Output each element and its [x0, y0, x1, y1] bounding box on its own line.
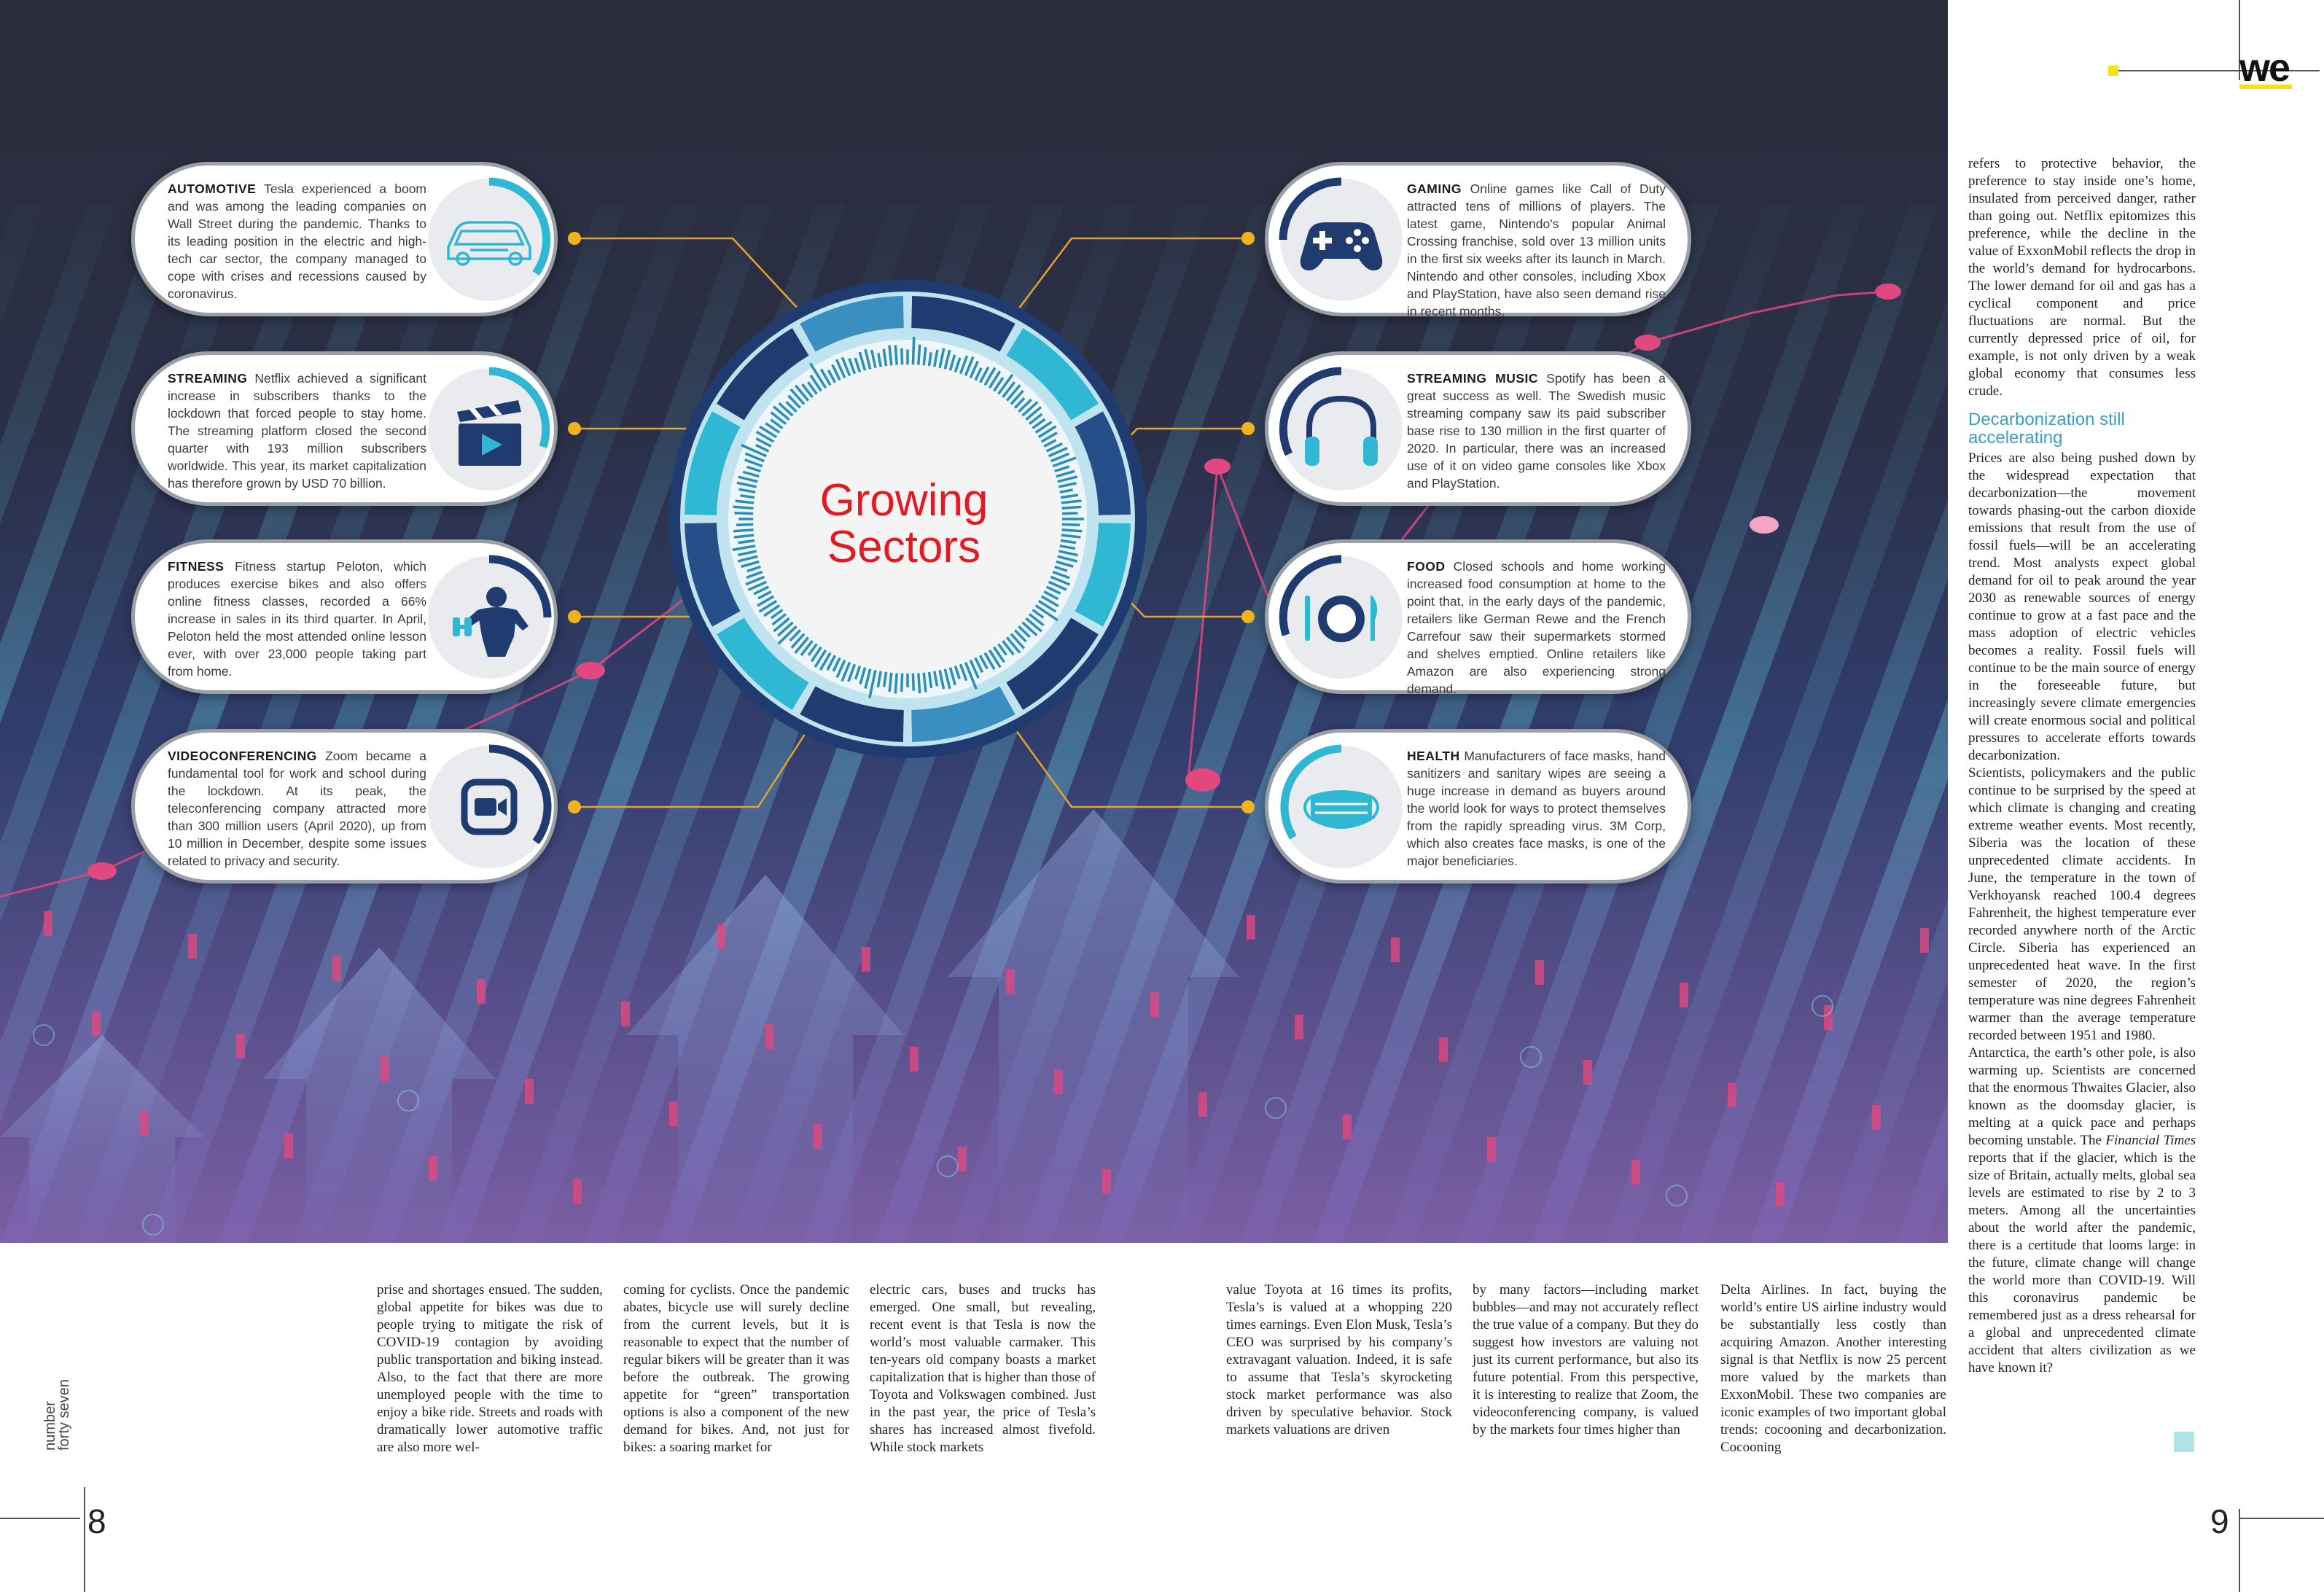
sector-description: Netflix achieved a significant increase in subscribers thanks to the lockdown that forced people to stay home. The streaming platform closed the second quarter with 193 million subscribers worldwide. This year, its market capitalization has therefore grown by USD 70 billion.: [168, 371, 426, 491]
issue-label: number: [42, 1401, 58, 1451]
center-title: [795, 477, 1013, 571]
article-column-2: coming for cyclists. Once the pandemic abates, bicycle use will surely decline from the current levels, but it is reasonable to expect that the number of regular bikers will be greater than it was before the outbreak. The growing appetite for “green” transportation options is also a component of the new demand for bikes. And, not just for bikes: a soaring market for: [623, 1282, 849, 1455]
bodybuilder-icon: [426, 555, 552, 680]
car-icon: [426, 177, 552, 303]
issue-number: [44, 1379, 71, 1451]
sidebar-paragraph-3b: reports that if the glacier, which is the size of Britain, actually melts, global sea levels are estimated to rise by 2 to 3 meters. Among all the uncertainties about the world after the pandemic, there is a certitude that looms large: in the future, climate change will change the world more than COVID-19. Will this coronavirus pandemic be remembered just as a dress rehearsal for a global and unprecedented climate accident that alters civilization as we have known it?: [1968, 1150, 2196, 1376]
sector-text-food: [1407, 558, 1666, 698]
sector-text-streaming-music: [1407, 370, 1666, 492]
sidebar-paragraph-2: Scientists, policymakers and the public continue to be surprised by the speed at which climate is changing and creating extreme weather events. Most recently, Siberia was the location of these unprecedented climate accidents. In June, the temperature in the town of Verkhoyansk reached 100.4 degrees Fahrenheit, the highest temperature ever recorded anywhere north of the Arctic Circle. Siberia has experienced an unprecedented heat wave. In the first semester of 2020, the region’s temperature was nine degrees Fahrenheit warmer than the average temperature recorded between 1951 and 1980.: [1968, 765, 2196, 1043]
sidebar-intro: refers to protective behavior, the preference to stay inside one’s home, insulated from perceived danger, rather than going out. Netflix epitomizes this preference, while the decline in the value of ExxonMobil reflects the drop in the world’s demand for hydrocarbons. The lower demand for oil and gas has a cyclical component and price fluctuations are normal. But the currently depressed price of oil, for example, is not only driven by a weak global economy that consumes less crude.: [1968, 156, 2196, 399]
sector-description: Zoom became a fundamental tool for work and school during the lockdown. At its peak, the teleconferencing company attracted more than 300 million users (April 2020), up from 10 million in December, despite some issues related to privacy and security.: [168, 749, 426, 868]
sector-text-automotive: [168, 180, 426, 303]
article-column-6: Delta Airlines. In fact, buying the world’s entire US airline industry would be substantially less costly than acquiring Amazon. Another interesting signal is that Netflix is now 25 percent more valued by the markets than ExxonMobil. These two companies are iconic examples of two important global trends: cocooning and decarbonization. Cocooning: [1720, 1282, 1946, 1455]
headphones-icon: [1279, 367, 1404, 492]
gamepad-icon: [1279, 177, 1404, 303]
sector-card-videoconferencing: [131, 729, 558, 883]
page-number-right: 9: [2210, 1502, 2229, 1540]
publication-name: Financial Times: [2105, 1133, 2196, 1148]
sector-title: FITNESS: [168, 559, 225, 574]
sector-text-gaming: [1407, 180, 1666, 320]
sector-card-gaming: [1265, 162, 1691, 319]
article-column-5: by many factors—including market bubbles—and may not accurately reflect the true value of a company. But they do suggest how investors are valuing not just its current performance, but also its future potential. From this perspective, it is interesting to realize that Zoom, the videoconferencing company, is valued by the markets four times higher than: [1473, 1282, 1699, 1437]
sector-card-automotive: [131, 162, 558, 316]
sector-description: Closed schools and home working increased food consumption at home to the point that, in the early days of the pandemic, retailers like German Rewe and the French Carrefour saw their supermarkets stormed and shelves emptied. Online retailers like Amazon are also experiencing strong demand.: [1407, 559, 1666, 696]
video-camera-icon: [426, 744, 552, 870]
page-number-left: 8: [87, 1502, 106, 1540]
issue-value: forty seven: [56, 1379, 72, 1451]
sector-title: FOOD: [1407, 559, 1446, 574]
sector-card-food: [1265, 539, 1691, 694]
sector-text-videoconferencing: [168, 747, 426, 870]
sector-card-streaming-music: [1265, 351, 1691, 506]
left-footer-lines: [0, 1487, 102, 1592]
masthead-logo: we: [2239, 46, 2290, 90]
sector-card-streaming: [131, 351, 558, 506]
article-column-3: electric cars, buses and trucks has emerged. One small, but revealing, recent event is that Tesla is now the world’s most valuable carmaker. This ten-years old company boasts a market capitalization that is higher than those of Toyota and Volkswagen combined. Just in the past year, the price of Tesla’s shares has increased almost fivefold. While stock markets: [870, 1282, 1096, 1455]
sidebar-paragraph-3a: Antarctica, the earth’s other pole, is also warming up. Scientists are concerned that the enormous Thwaites Glacier, also known as the doomsday glacier, is melting at a quick pace and perhaps becoming unstable. The: [1968, 1045, 2196, 1148]
sector-title: STREAMING MUSIC: [1407, 371, 1539, 386]
sector-text-fitness: [168, 558, 426, 680]
article-column-4: value Toyota at 16 times its profits, Tesla’s is valued at a whopping 220 times earnings. Even Elon Musk, Tesla’s CEO was surprised by his company’s extravagant valuation. Indeed, it is safe to assume that Tesla’s skyrocketing stock market performance was also driven by speculative behavior. Stock markets valuations are driven: [1226, 1282, 1452, 1437]
center-title-line2: Sectors: [827, 522, 981, 572]
face-mask-icon: [1279, 744, 1404, 870]
sector-title: GAMING: [1407, 182, 1462, 196]
sector-text-health: [1407, 747, 1666, 870]
center-title-line1: Growing: [819, 475, 989, 526]
sidebar-paragraph-1: Prices are also being pushed down by the widespread expectation that decarbonization—the movement towards phasing-out the carbon dioxide emissions that result from the use of fossil fuels—will be an accelerating trend. Most analysts expect global demand for oil to peak around the year 2030 as renewable sources of energy continue to grow at a fast pace and the mass adoption of electric vehicles becomes a reality. Fossil fuels will continue to be the main source of energy in the foreseeable future, but increasingly severe climate emergencies will create enormous social and political pressures to accelerate efforts towards decarbonization.: [1968, 450, 2196, 763]
sector-title: STREAMING: [168, 371, 248, 386]
sector-title: HEALTH: [1407, 749, 1460, 763]
sector-text-streaming: [168, 370, 426, 492]
sidebar-heading: Decarbonization still accelerating: [1968, 410, 2125, 448]
sector-card-fitness: [131, 539, 558, 694]
sector-description: Fitness startup Peloton, which produces exercise bikes and also offers online fitness classes, recorded a 66% increase in sales in its third quarter. In April, Peloton held the most attended online lesson ever, with over 23,000 people taking part from home.: [168, 559, 426, 679]
sidebar-column: [1968, 155, 2196, 1377]
sector-description: Online games like Call of Duty attracted tens of millions of players. The latest game, Nintendo's popular Animal Crossing franchise, sold over 13 million units in the first six weeks after its launch in March. Nintendo and other consoles, including Xbox and PlayStation, have also seen demand rise in recent months.: [1407, 182, 1666, 319]
sidebar-paragraph-3: [1968, 1045, 2196, 1377]
sector-title: AUTOMOTIVE: [168, 182, 257, 196]
sector-title: VIDEOCONFERENCING: [168, 749, 317, 763]
plate-cutlery-icon: [1279, 555, 1404, 680]
clapperboard-icon: [426, 367, 552, 492]
sector-card-health: [1265, 729, 1691, 883]
sector-description: Manufacturers of face masks, hand sanitizers and sanitary wipes are seeing a huge increase in demand as buyers around the world look for ways to protect themselves from the rapidly spreading virus. 3M Corp, which also creates face masks, is one of the major beneficiaries.: [1407, 749, 1666, 868]
article-column-1: prise and shortages ensued. The sudden, global appetite for bikes was due to people trying to mitigate the risk of COVID-19 contagion by avoiding public transportation and biking instead. Also, to the fact that there are more unemployed people with the time to enjoy a bike ride. Streets and roads with dramatically lower automotive traffic are also more wel-: [377, 1282, 603, 1455]
sector-description: Tesla experienced a boom and was among the leading companies on Wall Street during the pandemic. Thanks to its leading position in the electric and high-tech car sector, the company managed to cope with crises and recessions caused by coronavirus.: [168, 182, 426, 301]
sector-description: Spotify has been a great success as well. The Swedish music streaming company saw its paid subscriber base rise to 130 million in the first quarter of 2020. In particular, there was an increased use of it on video game consoles like Xbox and PlayStation.: [1407, 371, 1666, 491]
